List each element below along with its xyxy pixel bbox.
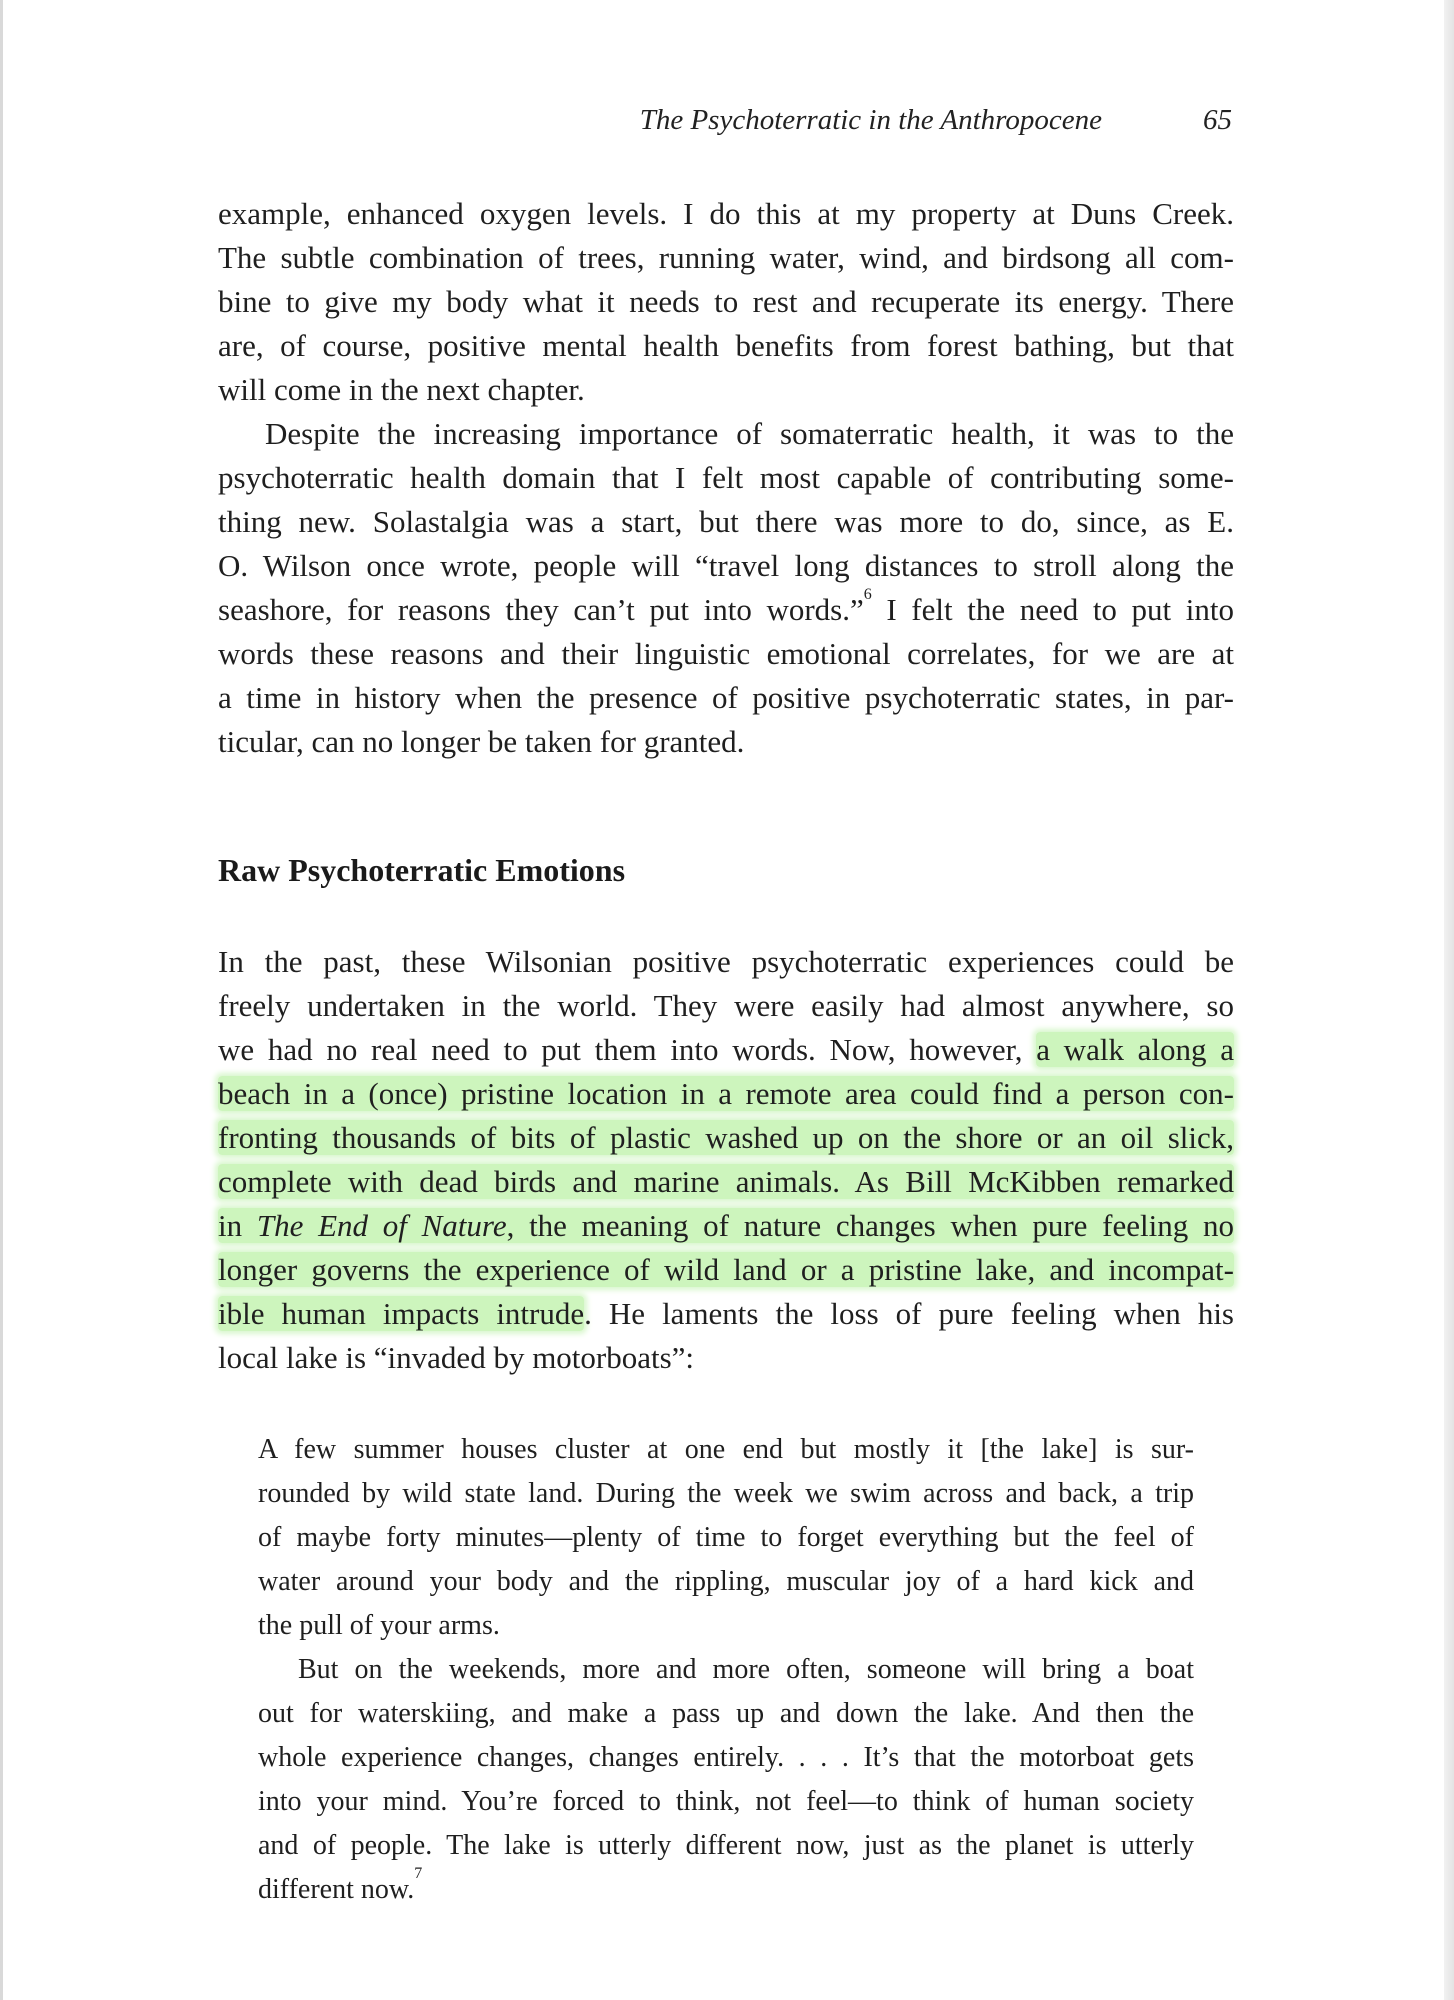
text-segment: we had no real need to put them into words. Now, however, (218, 1032, 1037, 1067)
highlighted-text[interactable] (218, 1208, 1234, 1243)
quote-line: and of people. The lake is utterly different now, just as the planet is utterly (258, 1830, 1194, 1861)
text-line: The subtle combination of trees, running water, wind, and birdsong all com- (218, 240, 1234, 275)
text-line: will come in the next chapter. (218, 372, 585, 407)
highlighted-text[interactable]: ible human impacts intrude (218, 1296, 585, 1331)
text-line: example, enhanced oxygen levels. I do this at my property at Duns Creek. (218, 196, 1234, 231)
text-line (218, 1028, 1234, 1072)
quote-line: rounded by wild state land. During the week we swim across and back, a trip (258, 1478, 1194, 1509)
book-title: The End of Nature (256, 1208, 507, 1243)
text-line: O. Wilson once wrote, people will “travel long distances to stroll along the (218, 548, 1234, 583)
text-line: psychoterratic health domain that I felt most capable of contributing some- (218, 460, 1234, 495)
quote-line: water around your body and the rippling, muscular joy of a hard kick and (258, 1566, 1194, 1597)
quote-line (258, 1864, 1194, 1912)
quote-line: out for waterskiing, and make a pass up and down the lake. And then the (258, 1698, 1194, 1729)
text-segment: different now. (258, 1874, 415, 1905)
paragraph-2 (218, 412, 1234, 764)
quote-line: of maybe forty minutes—plenty of time to forget everything but the feel of (258, 1522, 1194, 1553)
quote-line: But on the weekends, more and more often, someone will bring a boat (298, 1654, 1194, 1685)
text-line: are, of course, positive mental health benefits from forest bathing, but that (218, 328, 1234, 363)
footnote-ref-6[interactable]: 6 (863, 585, 872, 603)
highlighted-text[interactable]: beach in a (once) pristine location in a remote area could find a person con- (218, 1076, 1234, 1111)
running-title: The Psychoterratic in the Anthropocene (639, 104, 1102, 136)
footnote-ref-7[interactable]: 7 (414, 1864, 423, 1882)
section-heading: Raw Psychoterratic Emotions (218, 852, 626, 888)
text-line: ticular, can no longer be taken for granted. (218, 724, 745, 759)
text-line (218, 1292, 1234, 1336)
page-edge-left (0, 0, 3, 2000)
quote-line: the pull of your arms. (258, 1610, 500, 1641)
block-quote (258, 1428, 1194, 1912)
quote-line: into your mind. You’re forced to think, not feel—to think of human society (258, 1786, 1194, 1817)
text-line (218, 1248, 1234, 1292)
quote-line: whole experience changes, changes entirely. . . . It’s that the motorboat gets (258, 1742, 1194, 1773)
text-line: a time in history when the presence of positive psychoterratic states, in par- (218, 680, 1234, 715)
text-line (218, 1160, 1234, 1204)
text-line (218, 1204, 1234, 1248)
text-segment: , the meaning of nature changes when pure feeling no (506, 1208, 1234, 1243)
text-segment: . He laments the loss of pure feeling when his (584, 1296, 1234, 1331)
text-segment: in (218, 1208, 257, 1243)
highlighted-text[interactable]: a walk along a (1036, 1032, 1235, 1067)
quote-line: A few summer houses cluster at one end but mostly it [the lake] is sur- (258, 1434, 1194, 1465)
highlighted-text[interactable]: complete with dead birds and marine animals. As Bill McKibben remarked (218, 1164, 1234, 1199)
page-edge-right (1444, 0, 1454, 2000)
text-line: freely undertaken in the world. They were easily had almost anywhere, so (218, 988, 1234, 1023)
text-line: local lake is “invaded by motorboats”: (218, 1340, 695, 1375)
highlighted-text[interactable]: longer governs the experience of wild land or a pristine lake, and incompat- (218, 1252, 1234, 1287)
text-line (218, 1116, 1234, 1160)
text-segment: I felt the need to put into (871, 592, 1234, 627)
text-line: words these reasons and their linguistic emotional correlates, for we are at (218, 636, 1234, 671)
paragraph-1 (218, 192, 1234, 412)
text-line: bine to give my body what it needs to rest and recuperate its energy. There (218, 284, 1234, 319)
page-number: 65 (1203, 104, 1232, 136)
text-line: thing new. Solastalgia was a start, but there was more to do, since, as E. (218, 504, 1234, 539)
text-line: In the past, these Wilsonian positive psychoterratic experiences could be (218, 944, 1234, 979)
text-line: Despite the increasing importance of somaterratic health, it was to the (265, 416, 1234, 451)
highlighted-text[interactable]: fronting thousands of bits of plastic washed up on the shore or an oil slick, (218, 1120, 1234, 1155)
paragraph-3 (218, 940, 1234, 1380)
running-header (218, 104, 1234, 148)
text-line (218, 585, 1234, 632)
text-line (218, 1072, 1234, 1116)
text-segment: seashore, for reasons they can’t put into words.” (218, 592, 864, 627)
